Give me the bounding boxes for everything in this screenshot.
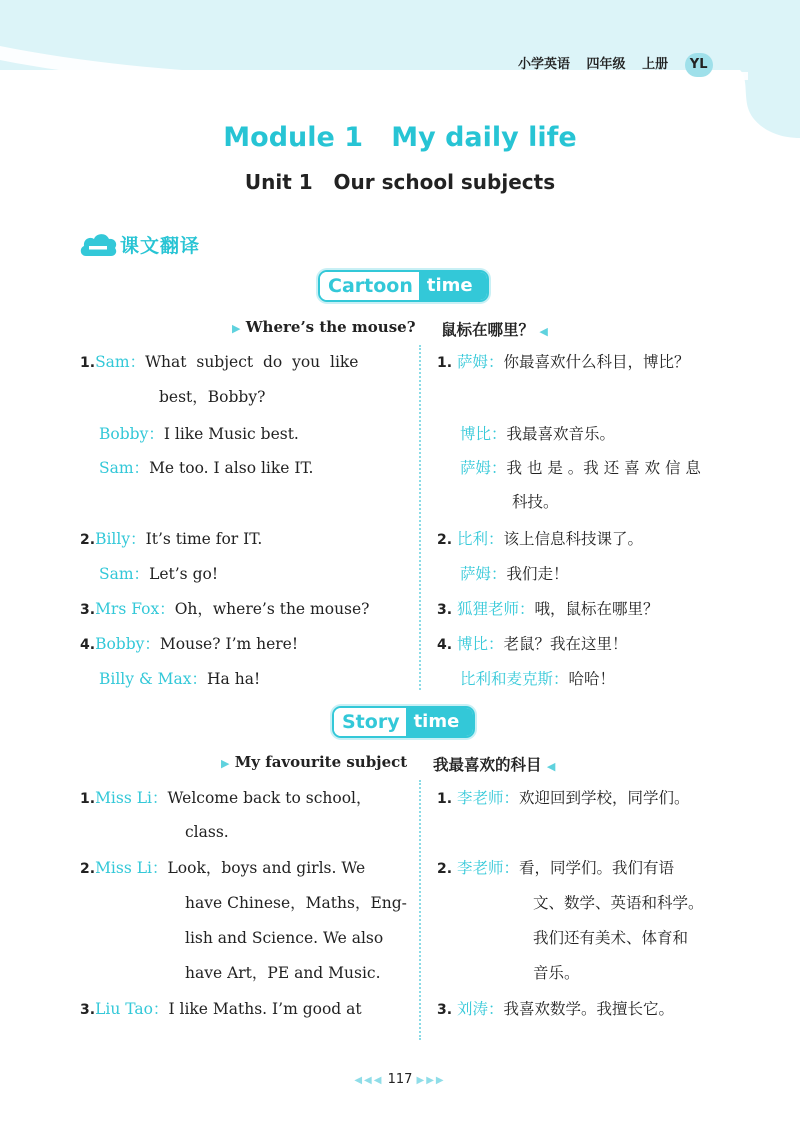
story-en-line-2-cont-3: have Art，PE and Music. [185, 964, 381, 982]
cartoon-en-line-2: Bobby：I like Music best. [99, 425, 299, 443]
story-time-banner [332, 706, 475, 738]
story-banner-right: time [406, 708, 474, 736]
cartoon-cn-line-4: 2. 比利：该上信息科技课了。 [437, 530, 644, 548]
triangle-right-icon: ▶ [221, 757, 230, 770]
column-divider [419, 345, 421, 690]
story-en-line-3: 3.Liu Tao：I like Maths. I’m good at [80, 1000, 362, 1018]
cartoon-cn-line-6: 3. 狐狸老师：哦，鼠标在哪里？ [437, 600, 659, 618]
story-banner-left: Story [334, 708, 406, 736]
cartoon-cn-line-2: 博比：我最喜欢音乐。 [460, 425, 616, 443]
cartoon-en-line-6: 3.Mrs Fox：Oh，where’s the mouse? [80, 600, 370, 618]
story-title-cn: 我最喜欢的科目 ◀ [433, 756, 556, 774]
cartoon-en-line-7: 4.Bobby：Mouse? I’m here! [80, 635, 299, 653]
story-cn-line-2-cont-1: 文、数学、英语和科学。 [533, 894, 704, 912]
cartoon-cn-line-3: 萨姆：我 也 是 。我 还 喜 欢 信 息 [460, 459, 701, 477]
section-label: 课文翻译 [120, 234, 201, 257]
cartoon-title-en: ▶ Where’s the mouse? [232, 318, 416, 336]
story-en-line-2-cont-2: lish and Science. We also [185, 929, 384, 947]
header-volume: 上册 [642, 57, 669, 72]
triangle-left-icon: ◀ [546, 760, 556, 773]
cartoon-en-line-3: Sam：Me too. I also like IT. [99, 459, 314, 477]
cartoon-banner-right: time [419, 272, 487, 300]
triangle-right-icon: ▶ [232, 322, 241, 335]
header-subject: 小学英语 [518, 57, 571, 72]
page-number: ◀◀◀ 117 ▶▶▶ [354, 1072, 446, 1087]
cloud-number-one-icon [78, 228, 118, 260]
story-cn-line-1: 1. 李老师：欢迎回到学校，同学们。 [437, 789, 690, 807]
story-en-line-2: 2.Miss Li：Look，boys and girls. We [80, 859, 366, 877]
unit-title: Unit 1 Our school subjects [244, 170, 556, 194]
cartoon-en-line-8: Billy & Max：Ha ha! [99, 670, 261, 688]
story-en-line-1: 1.Miss Li：Welcome back to school， [80, 789, 372, 807]
cartoon-cn-line-8: 比利和麦克斯：哈哈！ [460, 670, 616, 688]
section-header [78, 226, 200, 262]
cartoon-cn-line-1: 1. 萨姆：你最喜欢什么科目，博比？ [437, 353, 690, 371]
cartoon-cn-line-7: 4. 博比：老鼠？我在这里！ [437, 635, 628, 653]
cartoon-en-line-1-cont: best，Bobby? [159, 388, 266, 406]
cartoon-en-line-1: 1.Sam：What subject do you like [80, 353, 359, 371]
story-title-en: ▶ My favourite subject [221, 753, 408, 771]
header-grade: 四年级 [586, 57, 626, 72]
cartoon-en-line-4: 2.Billy：It’s time for IT. [80, 530, 263, 548]
arrows-right-icon: ▶▶▶ [416, 1075, 446, 1086]
cartoon-time-banner [318, 270, 489, 302]
cartoon-en-line-5: Sam：Let’s go! [99, 565, 219, 583]
cartoon-cn-line-5: 萨姆：我们走！ [460, 565, 569, 583]
triangle-left-icon: ◀ [539, 325, 548, 338]
cartoon-cn-line-3-cont: 科技。 [512, 493, 559, 511]
arrows-left-icon: ◀◀◀ [354, 1075, 384, 1086]
edition-badge: YL [685, 53, 713, 77]
column-divider [419, 780, 421, 1040]
story-cn-line-2-cont-2: 我们还有美术、体育和 [533, 929, 689, 947]
module-title: Module 1 My daily life [223, 122, 577, 153]
story-cn-line-2-cont-3: 音乐。 [533, 964, 580, 982]
cartoon-title-cn: 鼠标在哪里？ ◀ [441, 321, 548, 339]
story-en-line-2-cont-1: have Chinese，Maths，Eng- [185, 894, 407, 912]
story-cn-line-3: 3. 刘涛：我喜欢数学。我擅长它。 [437, 1000, 675, 1018]
story-en-line-1-cont: class. [185, 823, 229, 841]
cartoon-banner-left: Cartoon [320, 272, 419, 300]
story-cn-line-2: 2. 李老师：看，同学们。我们有语 [437, 859, 675, 877]
header-meta [518, 53, 725, 77]
